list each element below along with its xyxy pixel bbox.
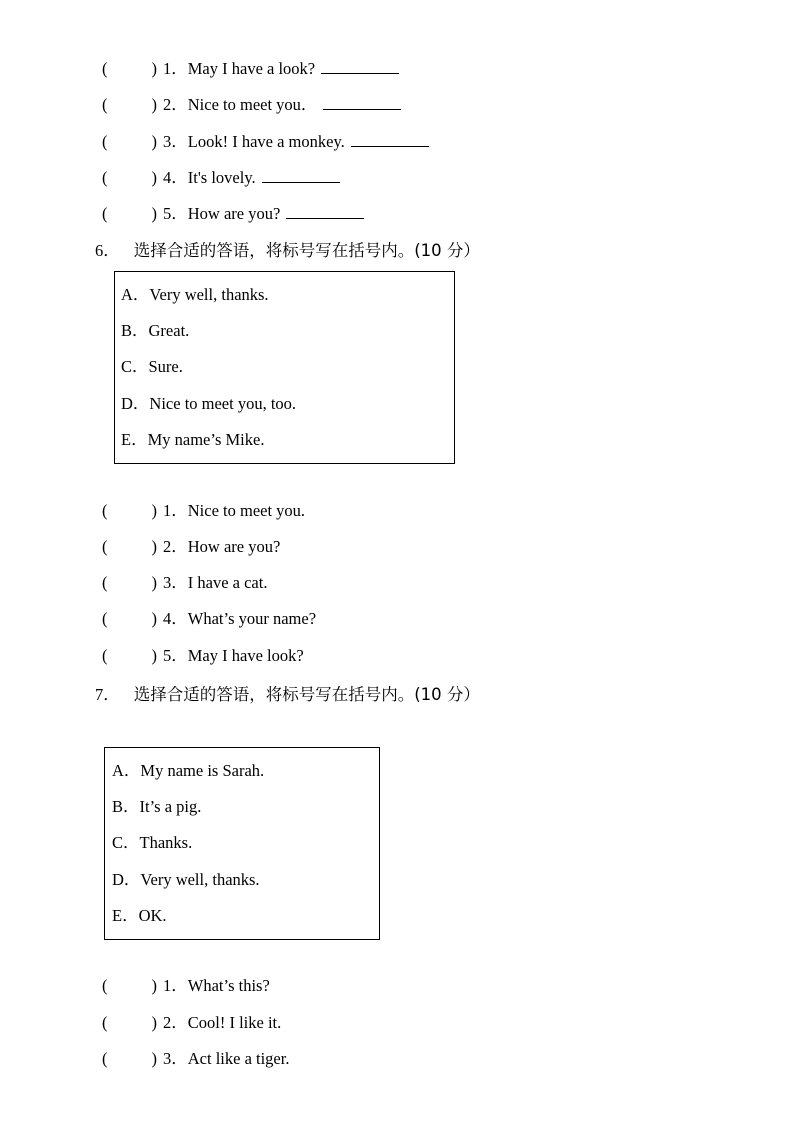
answer-paren-open[interactable]: ( [102, 646, 108, 665]
item-text: How are you? [187, 537, 281, 556]
answer-paren-close: ) [151, 609, 157, 628]
section-number: 7． [95, 685, 120, 704]
answer-blank[interactable] [351, 130, 429, 147]
answer-paren-close: ) [151, 204, 157, 223]
item-text: May I have look? [187, 646, 304, 665]
section-instruction: 选择合适的答语，将标号写在括号内。(10 分） [133, 241, 480, 260]
list-item [102, 1049, 289, 1069]
answer-paren-close: ) [151, 646, 157, 665]
option-c: C．Sure. [121, 357, 183, 376]
answer-blank[interactable] [262, 166, 340, 183]
answer-paren-close: ) [151, 573, 157, 592]
option-e: E．OK. [112, 906, 167, 925]
answer-blank[interactable] [286, 202, 364, 219]
item-text: What’s your name? [187, 609, 317, 628]
answer-paren-close: ) [151, 95, 157, 114]
answer-paren-close: ) [151, 1013, 157, 1032]
item-number: 2． [163, 1013, 188, 1032]
option-a: A．Very well, thanks. [121, 285, 269, 304]
list-item [102, 609, 316, 629]
answer-paren-open[interactable]: ( [102, 204, 108, 223]
item-text: Look! I have a monkey. [187, 132, 345, 151]
item-number: 1． [163, 976, 188, 995]
item-number: 3． [163, 132, 188, 151]
item-number: 1． [163, 501, 188, 520]
answer-paren-close: ) [151, 59, 157, 78]
answer-paren-open[interactable]: ( [102, 976, 108, 995]
item-text: It's lovely. [187, 168, 256, 187]
list-item [102, 202, 364, 224]
item-text: Act like a tiger. [187, 1049, 290, 1068]
item-text: Cool! I like it. [187, 1013, 282, 1032]
section6-heading [95, 237, 480, 261]
option-c: C．Thanks. [112, 833, 193, 852]
item-number: 2． [163, 95, 188, 114]
answer-paren-open[interactable]: ( [102, 95, 108, 114]
answer-paren-close: ) [151, 132, 157, 151]
list-item [102, 166, 340, 188]
answer-paren-close: ) [151, 537, 157, 556]
item-text: Nice to meet you． [187, 95, 318, 114]
answer-blank[interactable] [321, 57, 399, 74]
item-text: How are you? [187, 204, 281, 223]
item-text: Nice to meet you. [187, 501, 306, 520]
section-instruction: 选择合适的答语，将标号写在括号内。(10 分） [133, 685, 480, 704]
list-item [102, 93, 401, 115]
answer-paren-open[interactable]: ( [102, 132, 108, 151]
answer-paren-open[interactable]: ( [102, 59, 108, 78]
answer-paren-close: ) [151, 976, 157, 995]
list-item [102, 1013, 281, 1033]
section7-heading [95, 681, 480, 705]
item-number: 2． [163, 537, 188, 556]
option-d: D．Nice to meet you, too. [121, 394, 297, 413]
item-number: 4． [163, 168, 188, 187]
item-number: 5． [163, 646, 188, 665]
answer-paren-open[interactable]: ( [102, 501, 108, 520]
item-number: 1． [163, 59, 188, 78]
list-item [102, 501, 305, 521]
item-number: 3． [163, 573, 188, 592]
option-a: A．My name is Sarah. [112, 761, 265, 780]
option-b: B．It’s a pig. [112, 797, 202, 816]
item-number: 5． [163, 204, 188, 223]
item-text: May I have a look? [187, 59, 316, 78]
list-item [102, 130, 429, 152]
answer-paren-open[interactable]: ( [102, 1013, 108, 1032]
list-item [102, 57, 399, 79]
answer-paren-close: ) [151, 168, 157, 187]
item-number: 3． [163, 1049, 188, 1068]
list-item [102, 537, 280, 557]
answer-blank[interactable] [323, 93, 401, 110]
item-text: I have a cat. [187, 573, 268, 592]
list-item [102, 646, 304, 666]
item-number: 4． [163, 609, 188, 628]
option-e: E．My name’s Mike. [121, 430, 265, 449]
option-b: B．Great. [121, 321, 190, 340]
section-number: 6． [95, 241, 120, 260]
answer-paren-open[interactable]: ( [102, 537, 108, 556]
answer-paren-open[interactable]: ( [102, 609, 108, 628]
option-d: D．Very well, thanks. [112, 870, 260, 889]
list-item [102, 976, 270, 996]
answer-paren-open[interactable]: ( [102, 1049, 108, 1068]
answer-paren-open[interactable]: ( [102, 573, 108, 592]
answer-paren-close: ) [151, 1049, 157, 1068]
answer-paren-open[interactable]: ( [102, 168, 108, 187]
item-text: What’s this? [187, 976, 270, 995]
list-item [102, 573, 267, 593]
answer-paren-close: ) [151, 501, 157, 520]
